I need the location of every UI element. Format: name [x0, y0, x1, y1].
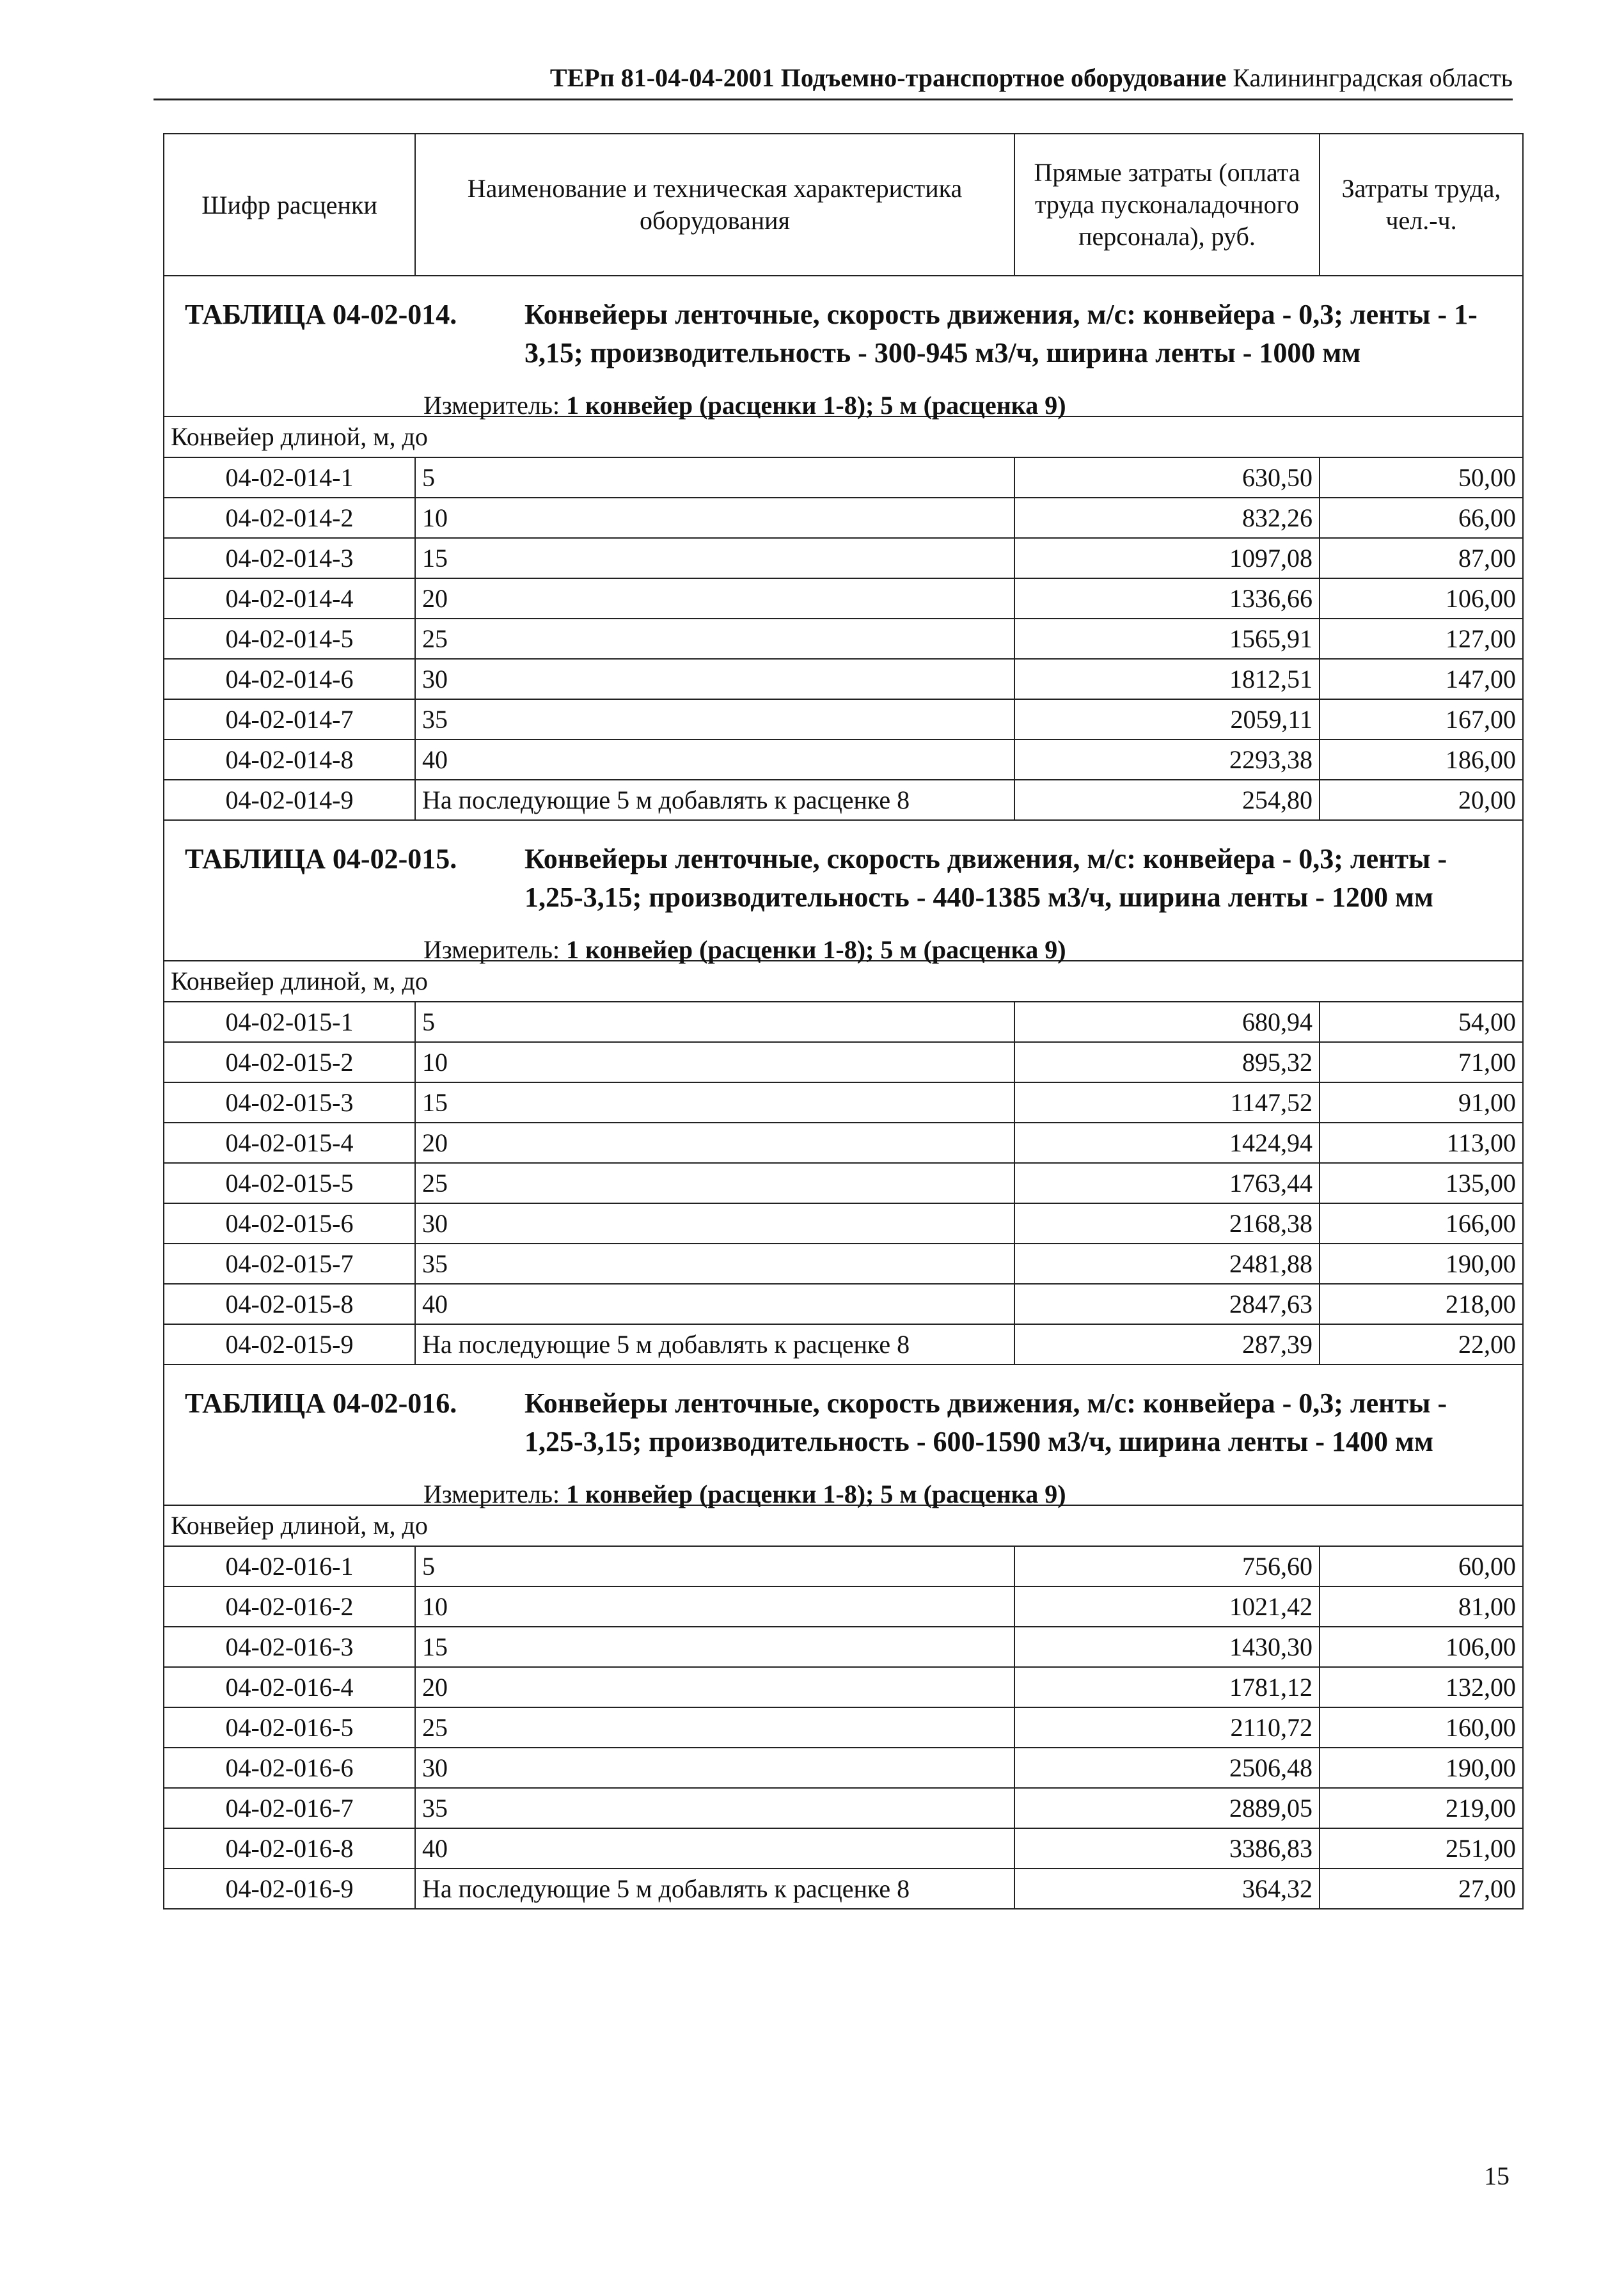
rate-code: 04-02-016-7: [164, 1788, 415, 1828]
header-region: Калининградская область: [1233, 63, 1513, 92]
table-measure: [423, 1478, 1066, 1511]
rate-labor: 20,00: [1320, 780, 1523, 820]
rate-code: 04-02-014-6: [164, 659, 415, 699]
rate-code: 04-02-014-8: [164, 739, 415, 780]
table-subheading: Конвейер длиной, м, до: [164, 961, 1523, 1002]
rate-labor: 190,00: [1320, 1748, 1523, 1788]
rate-labor: 81,00: [1320, 1586, 1523, 1627]
table-subheading: Конвейер длиной, м, до: [164, 1505, 1523, 1546]
table-title-block: [171, 276, 1516, 420]
table-row: [164, 1667, 1523, 1707]
table-row: [164, 1869, 1523, 1909]
rate-labor: 106,00: [1320, 1627, 1523, 1667]
rate-cost: 1424,94: [1014, 1123, 1320, 1163]
table-row: [164, 1002, 1523, 1042]
rate-description: 40: [415, 739, 1014, 780]
rate-description: 20: [415, 1667, 1014, 1707]
rate-labor: 113,00: [1320, 1123, 1523, 1163]
table-row: [164, 1546, 1523, 1586]
table-title-row: [164, 820, 1523, 961]
rate-description: 5: [415, 1546, 1014, 1586]
table-row: [164, 1244, 1523, 1284]
table-subheading-row: [164, 961, 1523, 1002]
rate-cost: 1097,08: [1014, 538, 1320, 578]
rate-description: 25: [415, 619, 1014, 659]
rate-labor: 135,00: [1320, 1163, 1523, 1203]
table-title-row: [164, 1364, 1523, 1505]
rate-code: 04-02-014-4: [164, 578, 415, 619]
table-title-block: [171, 1365, 1516, 1508]
rate-description: 10: [415, 1042, 1014, 1082]
rates-table-body: [164, 134, 1523, 1909]
table-row: [164, 1707, 1523, 1748]
table-row: [164, 739, 1523, 780]
table-row: [164, 1788, 1523, 1828]
rate-description: 35: [415, 1244, 1014, 1284]
rate-cost: 832,26: [1014, 498, 1320, 538]
rate-labor: 251,00: [1320, 1828, 1523, 1869]
table-row: [164, 538, 1523, 578]
rate-labor: 60,00: [1320, 1546, 1523, 1586]
table-row: [164, 659, 1523, 699]
measure-value: 1 конвейер (расценки 1-8); 5 м (расценка 9): [566, 391, 1066, 420]
table-title-cell: [164, 276, 1523, 420]
rate-cost: 1430,30: [1014, 1627, 1320, 1667]
table-row: [164, 1586, 1523, 1627]
column-header-cost: Прямые затраты (оплата труда пусконаладочного персонала), руб.: [1014, 134, 1320, 276]
rate-labor: 218,00: [1320, 1284, 1523, 1324]
rate-code: 04-02-015-3: [164, 1082, 415, 1123]
rate-cost: 630,50: [1014, 457, 1320, 498]
rate-cost: 2059,11: [1014, 699, 1320, 739]
table-measure: [423, 933, 1066, 967]
table-row: [164, 1627, 1523, 1667]
rate-code: 04-02-014-3: [164, 538, 415, 578]
measure-label: Измеритель:: [423, 935, 560, 964]
rate-cost: 1147,52: [1014, 1082, 1320, 1123]
running-header: [154, 61, 1513, 97]
rate-cost: 756,60: [1014, 1546, 1320, 1586]
rate-labor: 190,00: [1320, 1244, 1523, 1284]
column-header-labor: Затраты труда, чел.-ч.: [1320, 134, 1523, 276]
rate-description: 15: [415, 538, 1014, 578]
column-header-row: [164, 134, 1523, 276]
header-rule: [154, 99, 1513, 100]
rate-cost: 2847,63: [1014, 1284, 1320, 1324]
rate-labor: 50,00: [1320, 457, 1523, 498]
rate-labor: 132,00: [1320, 1667, 1523, 1707]
table-number: ТАБЛИЦА 04-02-015.: [185, 843, 457, 874]
table-title: Конвейеры ленточные, скорость движения, м/с: конвейера - 0,3; ленты - 1,25-3,15; производительность - 440-1385 м3/ч, ширина ленты - 1200 мм: [524, 843, 1447, 913]
table-row: [164, 780, 1523, 820]
rate-description: 5: [415, 457, 1014, 498]
rate-description: 20: [415, 1123, 1014, 1163]
rate-cost: 895,32: [1014, 1042, 1320, 1082]
table-row: [164, 498, 1523, 538]
column-header-name: Наименование и техническая характеристика оборудования: [415, 134, 1014, 276]
page-number: 15: [1484, 2162, 1510, 2190]
rate-cost: 1336,66: [1014, 578, 1320, 619]
header-title: ТЕРп 81-04-04-2001 Подъемно-транспортное оборудование: [549, 63, 1227, 92]
rate-description: 20: [415, 578, 1014, 619]
rate-code: 04-02-016-8: [164, 1828, 415, 1869]
table-title-block: [171, 821, 1516, 964]
rate-description: 30: [415, 1748, 1014, 1788]
rate-labor: 27,00: [1320, 1869, 1523, 1909]
rate-code: 04-02-016-6: [164, 1748, 415, 1788]
column-header-code: Шифр расценки: [164, 134, 415, 276]
rate-cost: 1763,44: [1014, 1163, 1320, 1203]
table-number: ТАБЛИЦА 04-02-016.: [185, 1387, 457, 1419]
table-row: [164, 578, 1523, 619]
measure-label: Измеритель:: [423, 1480, 560, 1508]
rate-cost: 2168,38: [1014, 1203, 1320, 1244]
rate-labor: 147,00: [1320, 659, 1523, 699]
rate-labor: 166,00: [1320, 1203, 1523, 1244]
table-number: ТАБЛИЦА 04-02-014.: [185, 299, 457, 330]
rate-code: 04-02-014-2: [164, 498, 415, 538]
rate-code: 04-02-015-6: [164, 1203, 415, 1244]
rate-labor: 167,00: [1320, 699, 1523, 739]
rate-code: 04-02-015-1: [164, 1002, 415, 1042]
rate-labor: 71,00: [1320, 1042, 1523, 1082]
rate-labor: 160,00: [1320, 1707, 1523, 1748]
rate-description: 15: [415, 1082, 1014, 1123]
table-row: [164, 1203, 1523, 1244]
rate-description: 25: [415, 1707, 1014, 1748]
rate-cost: 2110,72: [1014, 1707, 1320, 1748]
rate-code: 04-02-016-1: [164, 1546, 415, 1586]
rate-code: 04-02-016-3: [164, 1627, 415, 1667]
table-row: [164, 1163, 1523, 1203]
rate-code: 04-02-016-5: [164, 1707, 415, 1748]
rate-labor: 87,00: [1320, 538, 1523, 578]
rate-description: 30: [415, 659, 1014, 699]
rate-code: 04-02-016-4: [164, 1667, 415, 1707]
table-row: [164, 619, 1523, 659]
table-row: [164, 457, 1523, 498]
rate-code: 04-02-016-2: [164, 1586, 415, 1627]
rate-cost: 1021,42: [1014, 1586, 1320, 1627]
table-measure: [423, 389, 1066, 422]
rate-description: 25: [415, 1163, 1014, 1203]
table-title: Конвейеры ленточные, скорость движения, м/с: конвейера - 0,3; ленты - 1,25-3,15; производительность - 600-1590 м3/ч, ширина ленты - 1400 мм: [524, 1387, 1447, 1457]
rate-labor: 54,00: [1320, 1002, 1523, 1042]
table-row: [164, 1748, 1523, 1788]
rate-description: 5: [415, 1002, 1014, 1042]
rate-code: 04-02-015-8: [164, 1284, 415, 1324]
rate-code: 04-02-015-4: [164, 1123, 415, 1163]
table-row: [164, 1324, 1523, 1364]
rate-code: 04-02-014-9: [164, 780, 415, 820]
rate-labor: 127,00: [1320, 619, 1523, 659]
rate-code: 04-02-014-7: [164, 699, 415, 739]
rate-cost: 2889,05: [1014, 1788, 1320, 1828]
rate-description: 40: [415, 1284, 1014, 1324]
rate-code: 04-02-014-5: [164, 619, 415, 659]
rate-labor: 186,00: [1320, 739, 1523, 780]
rate-cost: 287,39: [1014, 1324, 1320, 1364]
table-row: [164, 1123, 1523, 1163]
measure-value: 1 конвейер (расценки 1-8); 5 м (расценка 9): [566, 1480, 1066, 1508]
rate-cost: 1565,91: [1014, 619, 1320, 659]
table-row: [164, 1082, 1523, 1123]
measure-value: 1 конвейер (расценки 1-8); 5 м (расценка 9): [566, 935, 1066, 964]
rate-description: 10: [415, 498, 1014, 538]
table-title-cell: [164, 1364, 1523, 1508]
measure-label: Измеритель:: [423, 391, 560, 420]
table-title-cell: [164, 820, 1523, 964]
rate-code: 04-02-016-9: [164, 1869, 415, 1909]
table-row: [164, 1828, 1523, 1869]
rate-cost: 1812,51: [1014, 659, 1320, 699]
rate-labor: 66,00: [1320, 498, 1523, 538]
table-subheading: Конвейер длиной, м, до: [164, 416, 1523, 457]
rate-code: 04-02-015-9: [164, 1324, 415, 1364]
rate-description: 15: [415, 1627, 1014, 1667]
rate-description: На последующие 5 м добавлять к расценке 8: [415, 1324, 1014, 1364]
rates-table: [163, 133, 1524, 1909]
table-row: [164, 699, 1523, 739]
table-subheading-row: [164, 416, 1523, 457]
table-row: [164, 1284, 1523, 1324]
rate-cost: 2481,88: [1014, 1244, 1320, 1284]
table-title: Конвейеры ленточные, скорость движения, м/с: конвейера - 0,3; ленты - 1-3,15; производительность - 300-945 м3/ч, ширина ленты - 1000 мм: [524, 299, 1478, 368]
rate-labor: 91,00: [1320, 1082, 1523, 1123]
rate-cost: 2506,48: [1014, 1748, 1320, 1788]
rate-cost: 364,32: [1014, 1869, 1320, 1909]
rate-labor: 219,00: [1320, 1788, 1523, 1828]
table-row: [164, 1042, 1523, 1082]
rate-description: На последующие 5 м добавлять к расценке 8: [415, 1869, 1014, 1909]
rate-code: 04-02-014-1: [164, 457, 415, 498]
rate-description: 40: [415, 1828, 1014, 1869]
table-title-row: [164, 276, 1523, 416]
rate-cost: 1781,12: [1014, 1667, 1320, 1707]
rate-code: 04-02-015-2: [164, 1042, 415, 1082]
rate-description: 35: [415, 699, 1014, 739]
table-subheading-row: [164, 1505, 1523, 1546]
rate-cost: 3386,83: [1014, 1828, 1320, 1869]
rate-code: 04-02-015-7: [164, 1244, 415, 1284]
rate-cost: 254,80: [1014, 780, 1320, 820]
rate-description: 10: [415, 1586, 1014, 1627]
rate-cost: 2293,38: [1014, 739, 1320, 780]
rate-code: 04-02-015-5: [164, 1163, 415, 1203]
rate-labor: 22,00: [1320, 1324, 1523, 1364]
rate-labor: 106,00: [1320, 578, 1523, 619]
rate-description: На последующие 5 м добавлять к расценке 8: [415, 780, 1014, 820]
rate-cost: 680,94: [1014, 1002, 1320, 1042]
rate-description: 30: [415, 1203, 1014, 1244]
rate-description: 35: [415, 1788, 1014, 1828]
